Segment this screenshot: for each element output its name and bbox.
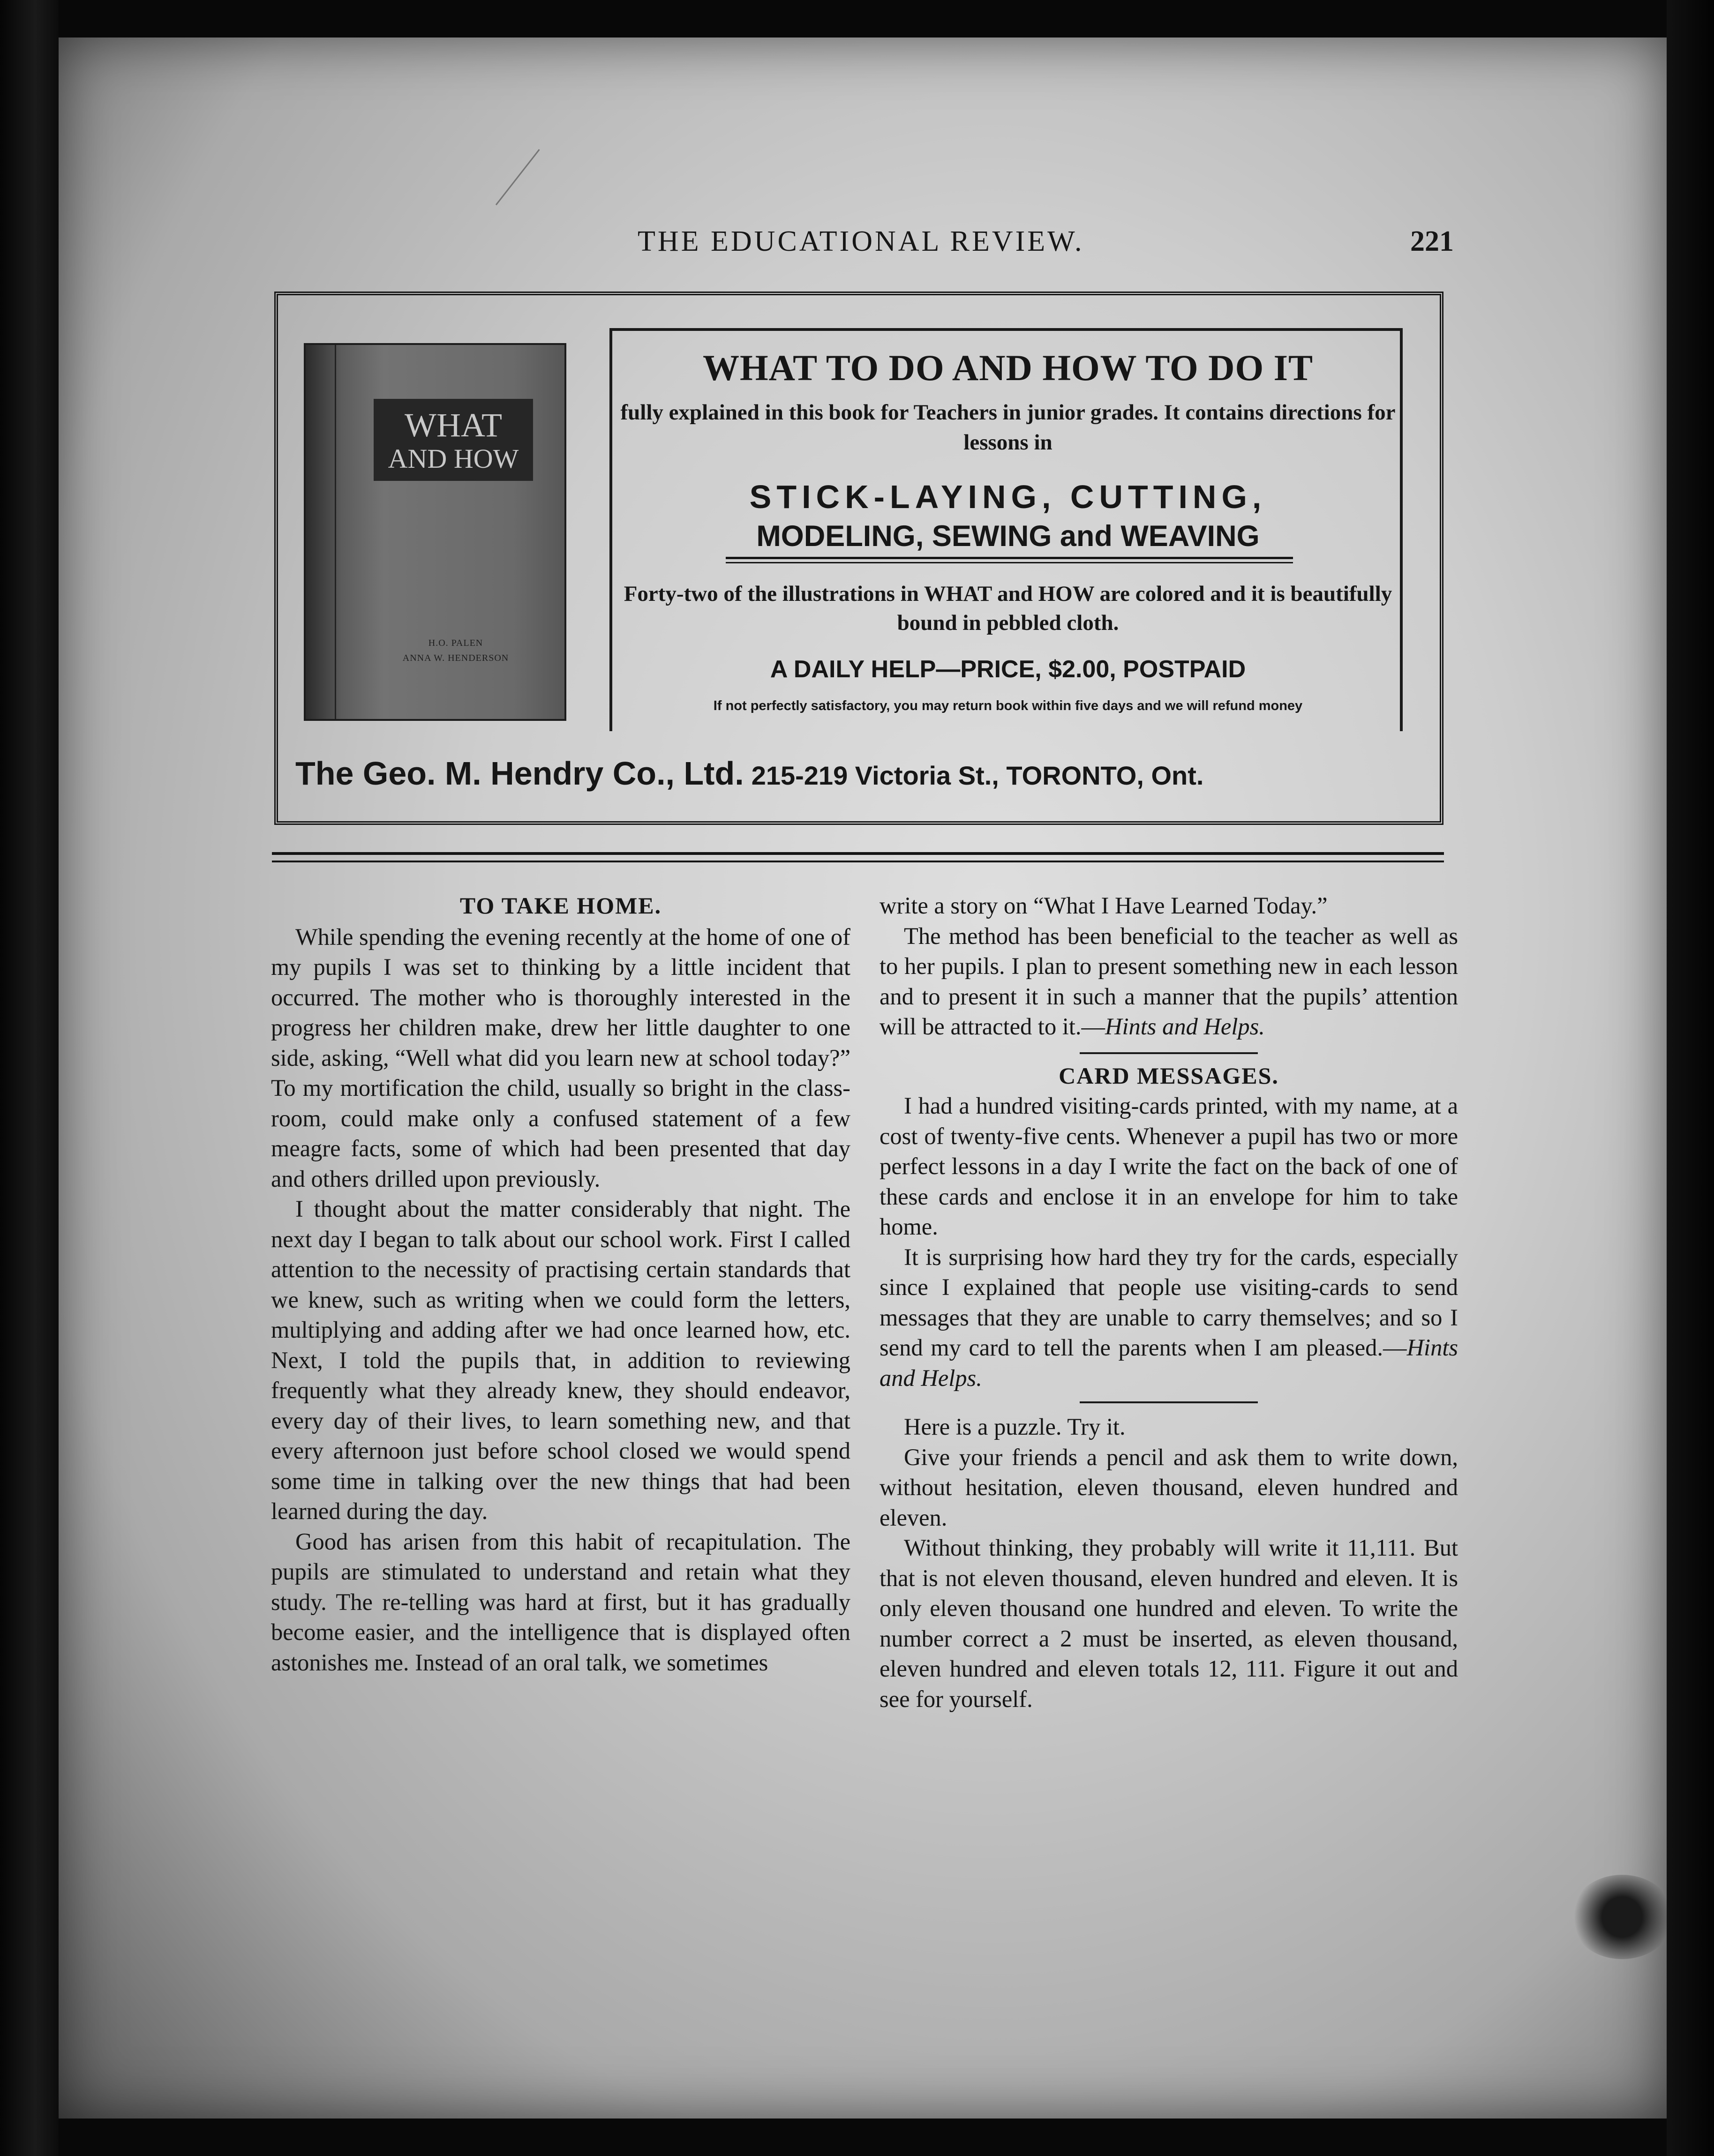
ad-headline: WHAT TO DO AND HOW TO DO IT [702, 347, 1314, 388]
book-cover-label [374, 399, 533, 481]
book-cover-image [304, 343, 566, 721]
ad-description: fully explained in this book for Teachers in junior grades. It contains directions for lessons in [620, 400, 1396, 455]
take-home-paragraph-3-continued: write a story on “What I Have Learned Today.” [880, 892, 1328, 919]
book-cover-title-line1: WHAT [405, 406, 502, 444]
book-spine [306, 345, 336, 719]
film-blemish [1571, 1875, 1674, 1959]
puzzle-paragraph-3: Without thinking, they probably will write it 11,111. But that is not eleven thousand, eleven hundred and eleven. It is only eleven thousand one hundred and eleven. To write the number correct a 2 must be inserted, as eleven thousand, eleven hundred and eleven totals 12, 111. Figure it out and see for yourself. [880, 1535, 1458, 1712]
running-head: THE EDUCATIONAL REVIEW. [638, 225, 1084, 257]
article-separator-1 [1080, 1052, 1258, 1054]
ad-crafts-underline [726, 557, 1293, 563]
ad-guarantee: If not perfectly satisfactory, you may return book within five days and we will refund money [713, 698, 1303, 713]
book-cover-authors [353, 636, 559, 666]
book-cover-title-line2: AND HOW [388, 443, 519, 474]
take-home-paragraph-4-text: The method has been beneficial to the teacher as well as to her pupils. I plan to present something new in each lesson and to present it in such a manner that the pupils’ attention will be attracted to it.— [880, 922, 1458, 1040]
publisher-name: The Geo. M. Hendry Co., Ltd. [295, 755, 744, 792]
take-home-paragraph-2: I thought about the matter considerably that night. The next day I began to talk about our school work. First I called attention to the necessity of practising certain standards that we knew, such as writing when we could form the letters, multiplying and adding after we had once learned how, etc. Next, I told the pupils that, in addition to reviewing frequently what they already knew, they should endeavor, every day of their lives, to learn something new, and that every afternoon just before school closed we would spend some time in talking over the new things that had been learned during the day. [271, 1196, 850, 1524]
column-left [271, 891, 850, 1677]
film-border-left [0, 0, 59, 2156]
column-right [880, 891, 1458, 1714]
ad-publisher [295, 755, 1421, 792]
page-number: 221 [1410, 225, 1454, 257]
card-messages-source: Hints and Helps. [880, 1334, 1458, 1391]
book-author-1: H.O. PALEN [428, 638, 483, 648]
take-home-source: Hints and Helps. [1105, 1013, 1265, 1040]
ad-crafts-line2: MODELING, SEWING and WEAVING [756, 520, 1260, 553]
card-messages-paragraph-2-text: It is surprising how hard they try for the cards, especially since I explained that people use visiting-cards to send messages that they are unable to carry themselves; and so I send my card to tell the parents when I am pleased.— [880, 1243, 1458, 1361]
card-messages-paragraph-1: I had a hundred visiting-cards printed, with my name, at a cost of twenty-five cents. Whenever a pupil has two or more perfect lessons in a day I write the fact on the back of one of these cards and enclose it in an envelope for him to take home. [880, 1093, 1458, 1240]
take-home-paragraph-3: Good has arisen from this habit of recapitulation. The pupils are stimulated to understand and retain what they study. The re-telling was hard at first, but it has gradually become easier, and the intelligence that is displayed often astonishes me. Instead of an oral talk, we sometimes [271, 1528, 850, 1676]
section-divider [272, 852, 1444, 862]
article-separator-2 [1080, 1401, 1258, 1403]
take-home-paragraph-4 [880, 921, 1458, 1042]
puzzle-paragraph-1: Here is a puzzle. Try it. [904, 1414, 1126, 1440]
article-title-card-messages: CARD MESSAGES. [1059, 1062, 1279, 1089]
ad-crafts-line1: STICK-LAYING, CUTTING, [749, 479, 1267, 515]
ad-detail: Forty-two of the illustrations in WHAT and HOW are colored and it is beautifully bound in pebbled cloth. [624, 582, 1392, 635]
card-messages-paragraph-2 [880, 1242, 1458, 1393]
book-author-2: ANNA W. HENDERSON [402, 653, 509, 663]
ad-price-line: A DAILY HELP—PRICE, $2.00, POSTPAID [770, 656, 1246, 683]
film-border-right [1667, 0, 1714, 2156]
article-title-take-home: TO TAKE HOME. [459, 892, 662, 919]
take-home-paragraph-1: While spending the evening recently at the home of one of my pupils I was set to thinking by a little incident that occurred. The mother who is thoroughly interested in the progress her children make, drew her little daughter to one side, asking, “Well what did you learn new at school today?” To my mortification the child, usually so bright in the class-room, could make only a confused statement of a few meagre facts, some of which had been presented that day and others drilled upon previously. [271, 923, 850, 1192]
puzzle-paragraph-2: Give your friends a pencil and ask them to write down, without hesitation, eleven thousand, eleven hundred and eleven. [880, 1444, 1458, 1531]
publisher-address: 215-219 Victoria St., TORONTO, Ont. [751, 761, 1204, 790]
